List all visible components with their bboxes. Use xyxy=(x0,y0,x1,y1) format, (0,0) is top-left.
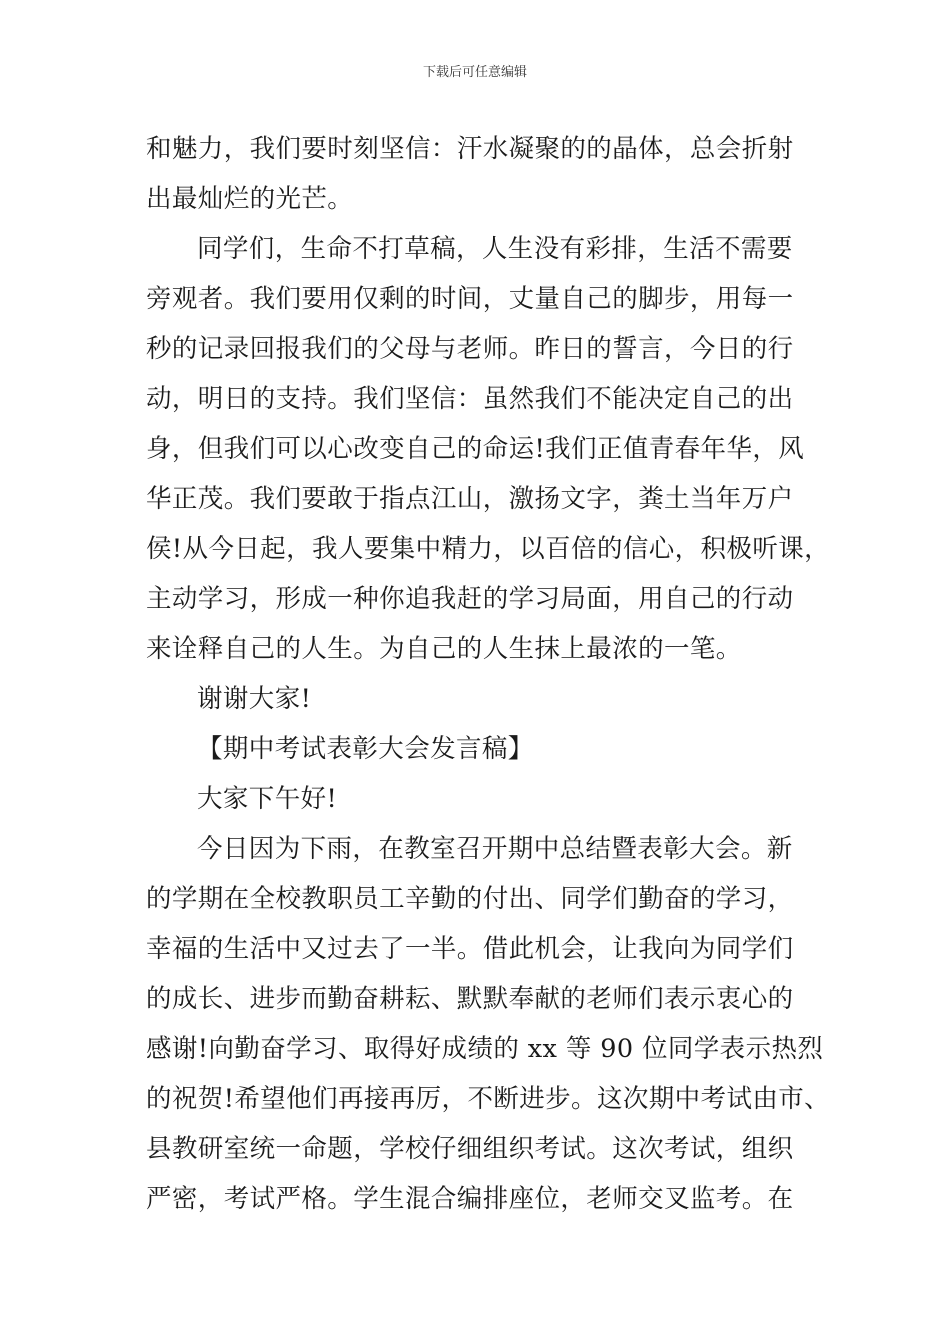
text-line: 动，明日的支持。我们坚信：虽然我们不能决定自己的出 xyxy=(146,384,794,414)
text-line: 出最灿烂的光芒。 xyxy=(146,184,354,214)
text-line: 幸福的生活中又过去了一半。借此机会，让我向为同学们 xyxy=(146,934,794,964)
text-line: 严密，考试严格。学生混合编排座位，老师交叉监考。在 xyxy=(146,1184,794,1214)
text-line: 主动学习，形成一种你追我赶的学习局面，用自己的行动 xyxy=(146,584,794,614)
text-line: 的祝贺!希望他们再接再厉，不断进步。这次期中考试由市、 xyxy=(146,1084,831,1114)
text-line: 和魅力，我们要时刻坚信：汗水凝聚的的晶体，总会折射 xyxy=(146,134,794,164)
document-body xyxy=(146,124,831,1224)
text-line: 旁观者。我们要用仅剩的时间，丈量自己的脚步，用每一 xyxy=(146,284,794,314)
greeting-line: 大家下午好! xyxy=(197,784,338,814)
page-header: 下载后可任意编辑 xyxy=(422,65,527,80)
paragraph-start-line: 今日因为下雨，在教室召开期中总结暨表彰大会。新 xyxy=(197,834,793,864)
text-line: 来诠释自己的人生。为自己的人生抹上最浓的一笔。 xyxy=(146,634,742,664)
text-line: 华正茂。我们要敢于指点江山，激扬文字，粪土当年万户 xyxy=(146,484,794,514)
text-line: 的成长、进步而勤奋耕耘、默默奉献的老师们表示衷心的 xyxy=(146,984,794,1014)
section-title: 【期中考试表彰大会发言稿】 xyxy=(197,734,534,764)
text-line: 的学期在全校教职员工辛勤的付出、同学们勤奋的学习， xyxy=(146,884,794,914)
text-line: 侯!从今日起，我人要集中精力，以百倍的信心，积极听课， xyxy=(146,534,831,564)
text-line: 秒的记录回报我们的父母与老师。昨日的誓言，今日的行 xyxy=(146,334,794,364)
text-line: 感谢!向勤奋学习、取得好成绩的 xx 等 90 位同学表示热烈 xyxy=(146,1034,824,1064)
closing-line: 谢谢大家! xyxy=(197,684,312,714)
text-line: 身，但我们可以心改变自己的命运!我们正值青春年华，风 xyxy=(146,434,805,464)
text-line: 县教研室统一命题，学校仔细组织考试。这次考试，组织 xyxy=(146,1134,794,1164)
paragraph-start-line: 同学们，生命不打草稿，人生没有彩排，生活不需要 xyxy=(197,234,793,264)
